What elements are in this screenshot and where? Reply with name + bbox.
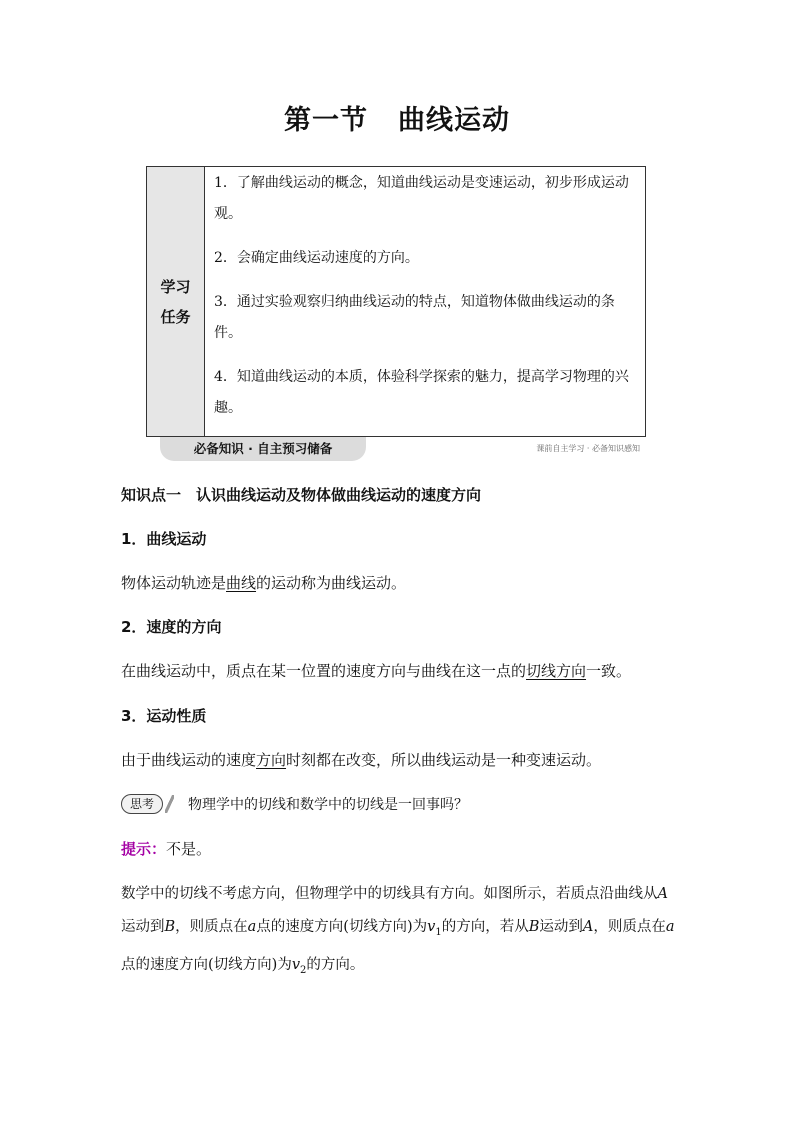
text-segment: 数学中的切线不考虑方向，但物理学中的切线具有方向。如图所示，若质点沿曲线从 xyxy=(121,886,658,902)
hint xyxy=(121,838,211,859)
section-heading-3: 3．运动性质 xyxy=(121,707,207,725)
text-segment: ，则质点在 xyxy=(593,919,666,935)
think-badge: 思考 xyxy=(121,794,163,814)
text-segment: 物体运动轨迹是 xyxy=(121,574,227,592)
text-segment: 运动到 xyxy=(121,919,165,935)
text-segment: 点的速度方向(切线方向)为 xyxy=(256,919,428,935)
task-item: 4．知道曲线运动的本质，体验科学探索的魅力，提高学习物理的兴趣。 xyxy=(214,369,629,416)
label-line-2: 任务 xyxy=(160,307,191,326)
learning-tasks-label xyxy=(147,167,205,436)
text-segment: 时刻都在改变，所以曲线运动是一种变速运动。 xyxy=(286,751,602,769)
badge-decoration xyxy=(165,795,174,813)
section-text-3 xyxy=(121,748,681,772)
text-segment: 运动到 xyxy=(539,919,583,935)
section-text-2 xyxy=(121,659,681,683)
knowledge-point-title: 知识点一 认识曲线运动及物体做曲线运动的速度方向 xyxy=(121,486,482,504)
math-var: a xyxy=(247,919,257,935)
text-segment: 一致。 xyxy=(586,662,632,680)
hint-label: 提示： xyxy=(121,840,167,858)
text-segment: 在曲线运动中，质点在某一位置的速度方向与曲线在这一点的 xyxy=(121,662,527,680)
math-var: A xyxy=(657,886,668,902)
banner-tab: 必备知识 · 自主预习储备 xyxy=(160,437,366,461)
think-question xyxy=(121,794,468,814)
math-var: B xyxy=(164,919,176,935)
answer-blank: 曲线 xyxy=(226,574,257,592)
math-subscript: 2 xyxy=(300,964,307,976)
task-item: 1．了解曲线运动的概念，知道曲线运动是变速运动，初步形成运动观。 xyxy=(214,175,629,222)
banner-subtitle: 课前自主学习 · 必备知识感知 xyxy=(536,444,640,453)
text-segment: 由于曲线运动的速度 xyxy=(121,751,257,769)
text-segment: 的方向。 xyxy=(306,956,365,973)
learning-tasks-list xyxy=(205,167,645,436)
title-section-number: 第一节 xyxy=(284,105,368,136)
learning-tasks-box xyxy=(146,166,646,437)
text-segment: ，则质点在 xyxy=(175,919,248,935)
math-var: v xyxy=(427,919,436,935)
math-var: a xyxy=(665,919,675,935)
text-segment: 的运动称为曲线运动。 xyxy=(256,574,407,592)
math-subscript: 1 xyxy=(435,926,442,938)
label-line-1: 学习 xyxy=(160,277,191,296)
task-item: 2．会确定曲线运动速度的方向。 xyxy=(214,250,419,266)
page-title xyxy=(0,98,794,137)
think-text: 物理学中的切线和数学中的切线是一回事吗？ xyxy=(188,797,469,813)
answer-blank: 切线方向 xyxy=(526,662,587,680)
hint-text: 不是。 xyxy=(166,840,212,858)
text-segment: 点的速度方向(切线方向)为 xyxy=(121,956,292,973)
section-text-1 xyxy=(121,571,681,595)
title-topic: 曲线运动 xyxy=(398,105,510,136)
text-segment: 的方向，若从 xyxy=(441,919,529,935)
explanation-paragraph xyxy=(121,878,676,987)
math-var: A xyxy=(582,919,594,935)
task-item: 3．通过实验观察归纳曲线运动的特点，知道物体做曲线运动的条件。 xyxy=(214,294,615,341)
section-heading-2: 2．速度的方向 xyxy=(121,618,222,636)
section-heading-1: 1．曲线运动 xyxy=(121,530,207,548)
math-var: B xyxy=(528,919,540,935)
answer-blank: 方向 xyxy=(256,751,287,769)
math-var: v xyxy=(291,956,301,973)
section-banner xyxy=(146,437,646,465)
